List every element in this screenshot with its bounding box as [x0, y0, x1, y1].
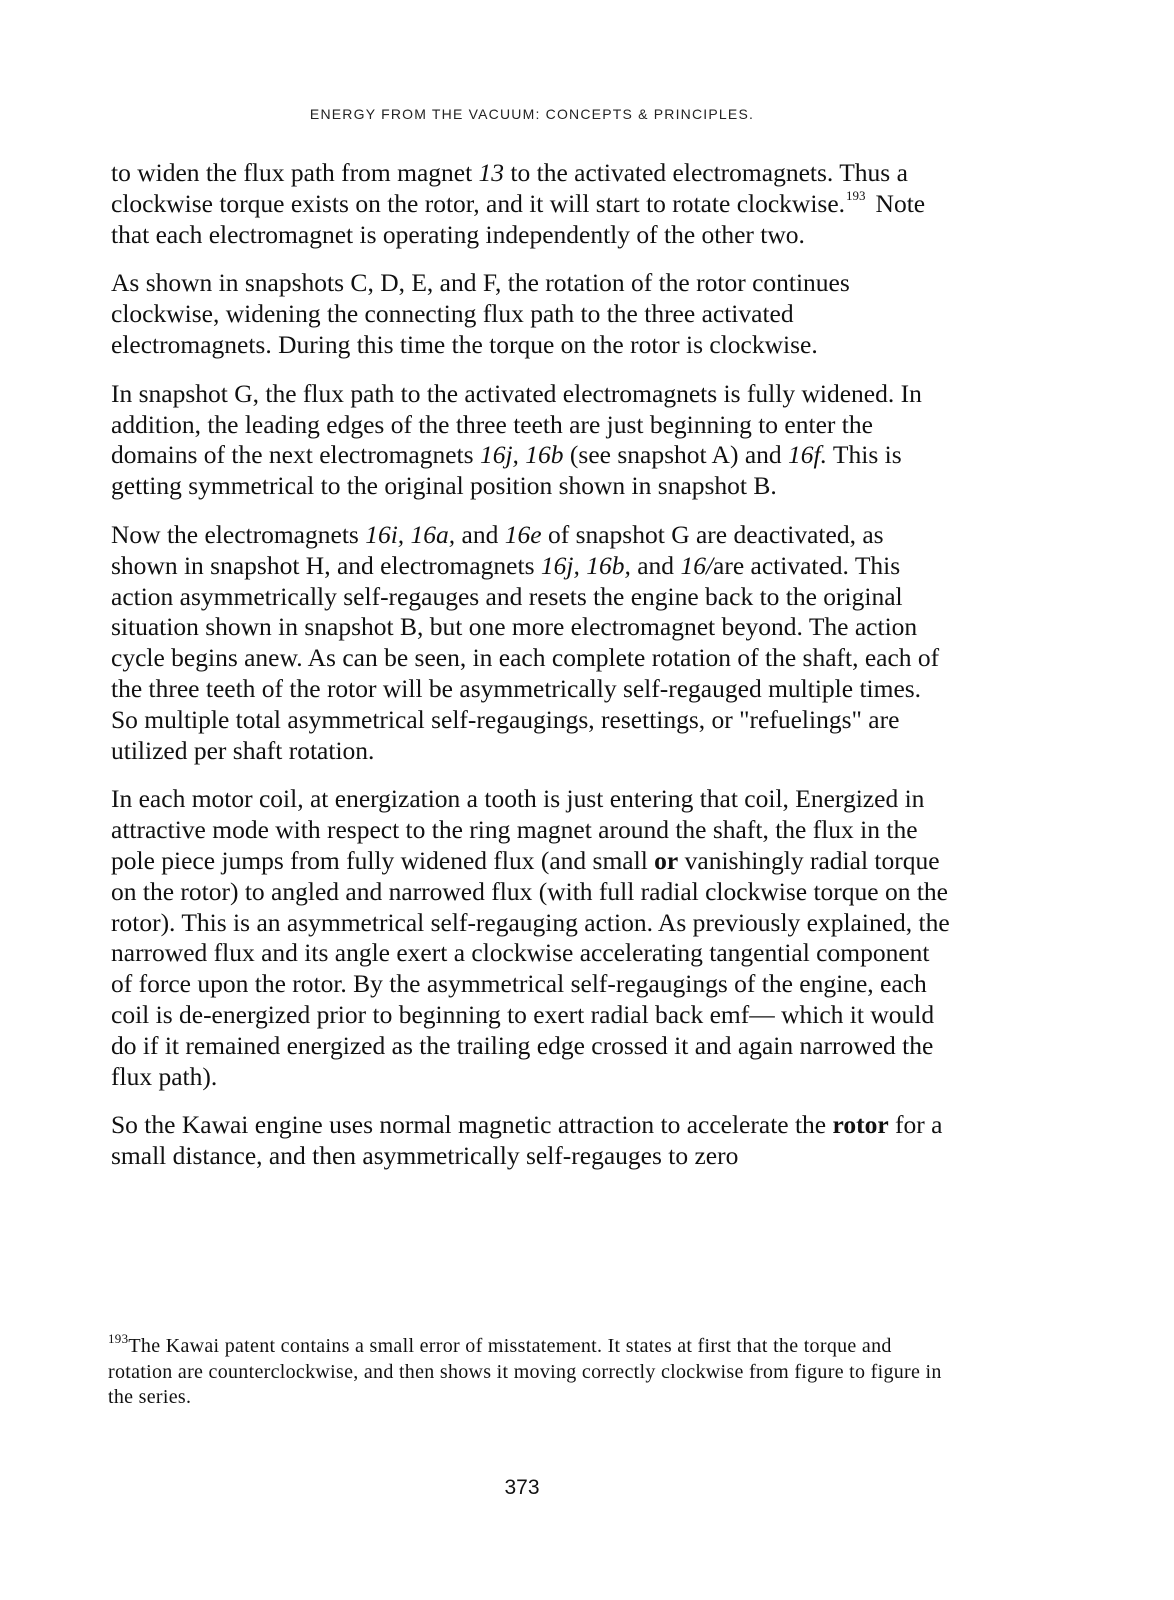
text-span: vanishingly radial torque on the rotor) to angled and narrowed flux (with full radial clockwise torque on the rotor). This is an asymmetrical self-regauging action. As previously explained, the narrowed flux and its angle exert a clockwise accelerating tangential component of force upon the rotor. By the asymmetrical self-regaugings of the engine, each coil is de-energized prior to beginning to exert radial back emf— which it would do if it remained energized as the trailing edge crossed it and again narrowed the flux path). — [111, 845, 950, 1091]
text-span: This is getting symmetrical to the original position shown in snapshot B. — [111, 440, 902, 501]
main-text — [111, 158, 951, 1190]
italic-reference: 13 — [478, 158, 505, 187]
text-span: of snapshot G are deactivated, as shown in snapshot H, and electromagnets — [111, 519, 884, 580]
text-span: In snapshot G, the flux path to the activated electromagnets is fully widened. In addition, the leading edges of the three teeth are just beginning to enter the domains of the next electromagnets — [111, 378, 922, 470]
paragraph-5 — [111, 784, 951, 1092]
italic-reference: 16j, 16b — [479, 440, 564, 470]
footnote-reference: 193 — [846, 187, 866, 203]
footnote-number: 193 — [108, 1331, 129, 1346]
footnote-text: The Kawai patent contains a small error of misstatement. It states at first that the torque and rotation are counterclockwise, and then shows it moving correctly clockwise from figure to figure in the series. — [108, 1335, 942, 1408]
page-number: 373 — [504, 1476, 540, 1499]
text-span: Now the electromagnets — [111, 519, 366, 549]
text-span: Note that each electromagnet is operating independently of the other two. — [111, 188, 926, 249]
paragraph-6 — [111, 1110, 951, 1172]
text-span: (see snapshot A) and — [563, 440, 789, 470]
text-span: are activated. This action asymmetrically self-regauges and resets the engine back to the original situation shown in snapshot B, but one more electromagnet beyond. The action cycle begins anew. As can be seen, in each complete rotation of the shaft, each of the three teeth of the rotor will be asymmetrically self-regauged multiple times. So multiple total asymmetrical self-regaugings, resettings, or "refuelings" are utilized per shaft rotation. — [111, 550, 940, 765]
paragraph-4 — [111, 520, 951, 766]
italic-reference: 16j, 16b, — [540, 550, 631, 580]
italic-reference: 16/ — [680, 550, 714, 580]
paragraph-2: As shown in snapshots C, D, E, and F, the rotation of the rotor continues clockwise, widening the connecting flux path to the three activated electromagnets. During this time the torque on the rotor is clockwise. — [111, 268, 850, 359]
text-span: In each motor coil, at energization a tooth is just entering that coil, Energized in attractive mode with respect to the ring magnet around the shaft, the flux in the pole piece jumps from fully widened flux (and small — [111, 784, 925, 875]
text-span: for a small distance, and then asymmetrically self-regauges to zero — [111, 1110, 943, 1171]
text-span: to widen the flux path from magnet — [111, 158, 479, 187]
italic-reference: 16i, 16a, — [365, 519, 456, 549]
bold-word: rotor — [832, 1110, 889, 1140]
text-span: to the activated electromagnets. Thus a clockwise torque exists on the rotor, and it will start to rotate clockwise. — [111, 158, 908, 218]
running-header: ENERGY FROM THE VACUUM: CONCEPTS & PRINCIPLES. — [309, 106, 755, 122]
footnote — [108, 1331, 948, 1411]
bold-word: or — [654, 845, 679, 875]
text-span: So the Kawai engine uses normal magnetic attraction to accelerate the — [111, 1110, 833, 1140]
text-span: and — [455, 519, 505, 549]
italic-reference: 16f. — [788, 440, 827, 470]
paragraph-1 — [111, 158, 951, 250]
text-span: and — [630, 550, 681, 580]
paragraph-3 — [111, 379, 951, 502]
italic-reference: 16e — [504, 519, 542, 549]
